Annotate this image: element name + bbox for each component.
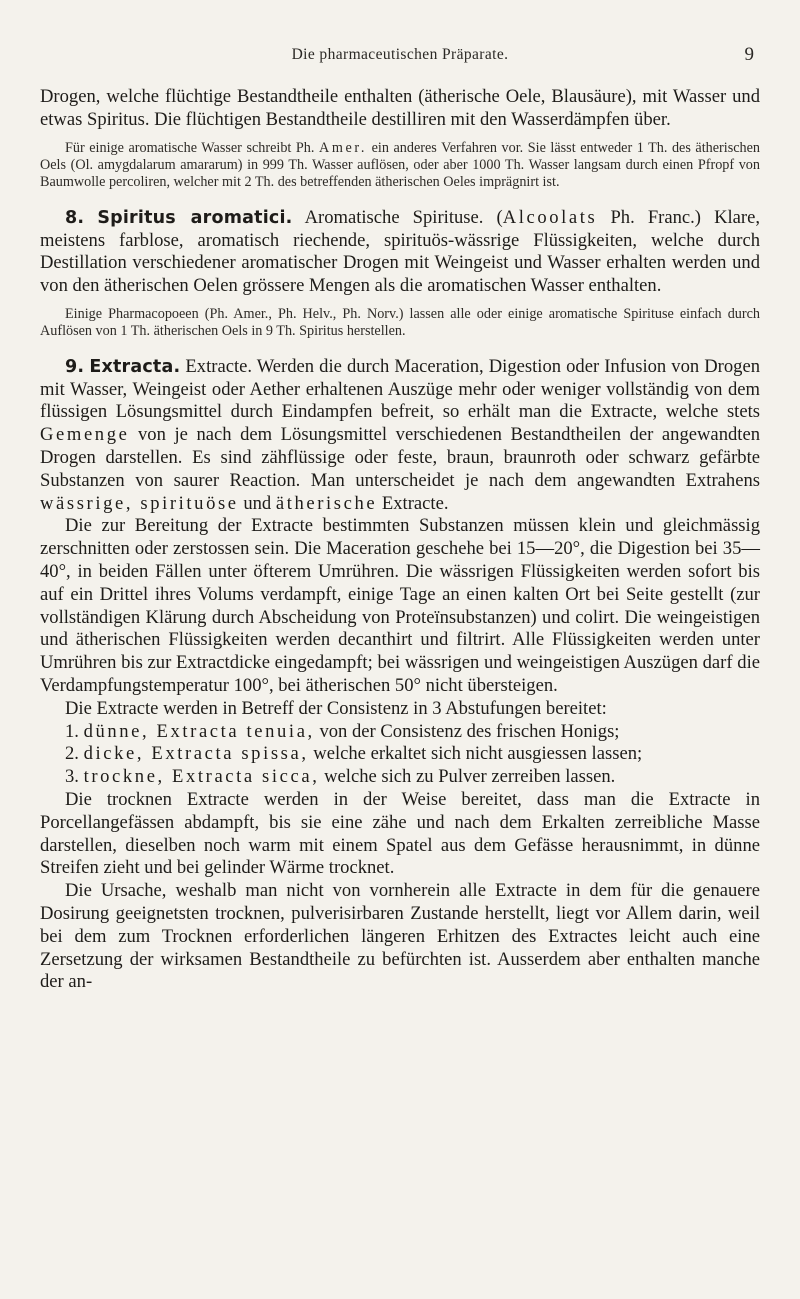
- note-amer: Amer.: [318, 139, 368, 156]
- note-text-a: Für einige aromatische Wasser schreibt Ph.: [65, 139, 319, 156]
- note-spiritus: Einige Pharmacopoeen (Ph. Amer., Ph. Helv., Ph. Norv.) lassen alle oder einige aromatische Spirituse einfach durch Auflösen von 1 Th. ätherischen Oels in 9 Th. Spiritus herstellen.: [40, 306, 760, 340]
- paragraph-trockne-extracte: Die trocknen Extracte werden in der Weise bereitet, dass man die Extracte in Porcellangefässen abdampft, bis sie eine zähe und nach dem Erkalten zerreibliche Masse darstellen, dieselben noch warm mit einem Spatel aus dem Gefässe herausnimmt, in dünne Streifen zieht und bei gelinder Wärme trocknet.: [40, 788, 760, 879]
- running-title: Die pharmaceutischen Präparate.: [291, 46, 509, 63]
- list-item-number: 1.: [65, 720, 84, 742]
- section-8-text-b: Ph. Franc.) Klare, meistens farblose, aromatisch riechende, spirituös-wässrige Flüssigkeiten, welche durch Destillation verschiedener aromatischer Drogen mit Weingeist und Wasser erhalten werden und von den ätherischen Oelen grössere Mengen als die aromatischen Wasser enthalten.: [40, 206, 761, 297]
- page-number: 9: [744, 44, 754, 65]
- section-9-gemenge: Gemenge: [40, 424, 130, 446]
- list-item-text: welche sich zu Pulver zerreiben lassen.: [319, 766, 616, 788]
- list-item-duenne: [40, 721, 760, 744]
- section-8-title: Spiritus aromatici.: [97, 207, 293, 228]
- section-9-extracta: [40, 356, 760, 516]
- section-8-number: 8.: [65, 207, 85, 228]
- list-item-number: 2.: [65, 743, 84, 765]
- list-item-trockne: [40, 766, 760, 789]
- list-item-term: dünne, Extracta tenuia,: [83, 720, 315, 742]
- section-8-alcoolats: Alcoolats: [502, 206, 598, 228]
- list-item-text: von der Consistenz des frischen Honigs;: [314, 720, 620, 742]
- list-item-text: welche erkaltet sich nicht ausgiessen lassen;: [308, 743, 643, 765]
- paragraph-aromatic-waters-intro: Drogen, welche flüchtige Bestandtheile enthalten (ätherische Oele, Blausäure), mit Wasser und etwas Spiritus. Die flüchtigen Bestandtheile destilliren mit den Wasserdämpfen über.: [40, 86, 760, 130]
- list-item-number: 3.: [65, 766, 84, 788]
- section-8-spiritus-aromatici: [40, 207, 760, 298]
- note-text-b: ein anderes Verfahren vor. Sie lässt entweder 1 Th. des ätherischen Oels (Ol. amygdalarum amararum) in 999 Th. Wasser auflösen, oder aber 1000 Th. Wasser langsam durch einen Pfropf von Baumwolle percoliren, welcher mit 2 Th. des betreffenden ätherischen Oeles imprägnirt ist.: [40, 139, 761, 191]
- section-9-text-a: Extracte. Werden die durch Maceration, Digestion oder Infusion von Drogen mit Wasser, Weingeist oder Aether erhaltenen Auszüge mehr oder weniger vollständig von dem flüssigen Lösungsmittel durch Eindampfen befreit, so erhält man die Extracte, welche stets: [40, 355, 760, 423]
- paragraph-consistenz: Die Extracte werden in Betreff der Consistenz in 3 Abstufungen bereitet:: [65, 697, 607, 719]
- section-9-text-b: von je nach dem Lösungsmittel verschiedenen Bestandtheilen der angewandten Drogen darstellen. Es sind zähflüssige oder feste, braun, braunroth oder schwarz gefärbte Substanzen von saurer Reaction. Man unterscheidet je nach dem angewandten Extrahens: [40, 424, 760, 491]
- list-item-dicke: [40, 743, 760, 766]
- section-9-text-d: Extracte.: [377, 492, 449, 514]
- section-9-waessrige: wässrige, spirituöse: [40, 492, 239, 514]
- paragraph-bereitung: Die zur Bereitung der Extracte bestimmten Substanzen müssen klein und gleichmässig zerschnitten oder zerstossen sein. Die Maceration geschehe bei 15—20°, die Digestion bei 35—40°, in beiden Fällen unter öfterem Umrühren. Die wässrigen Flüssigkeiten werden sofort bis auf ein Drittel ihres Volums verdampft, einige Tage an einen kalten Ort bei Seite gestellt (zur vollständigen Klärung durch Abscheidung von Proteïnsubstanzen) und colirt. Die weingeistigen und ätherischen Flüssigkeiten werden decanthirt und filtrirt. Alle Flüssigkeiten werden unter Umrühren bis zur Extractdicke eingedampft; bei wässrigen und weingeistigen Auszügen darf die Verdampfungstemperatur 100°, bei ätherischen 50° nicht übersteigen.: [40, 515, 760, 696]
- page-header: [40, 46, 760, 74]
- section-9-aetherische: ätherische: [275, 492, 378, 514]
- section-9-text-c: und: [238, 492, 276, 514]
- list-item-term: dicke, Extracta spissa,: [83, 743, 309, 765]
- list-item-term: trockne, Extracta sicca,: [83, 766, 320, 788]
- section-9-title: Extracta.: [89, 356, 181, 377]
- paragraph-ursache: Die Ursache, weshalb man nicht von vornherein alle Extracte in dem für die genauere Dosirung geeignetsten trocknen, pulverisirbaren Zustande herstellt, liegt vor Allem darin, weil bei dem zum Trocknen erforderlichen längeren Erhitzen des Extractes leicht auch eine Zersetzung der wirksamen Bestandtheile zu befürchten ist. Ausserdem aber enthalten manche der an-: [40, 880, 760, 993]
- section-9-number: 9.: [65, 356, 85, 377]
- section-8-text-a: Aromatische Spirituse. (: [292, 206, 503, 228]
- note-aromatic-waters: [40, 140, 760, 192]
